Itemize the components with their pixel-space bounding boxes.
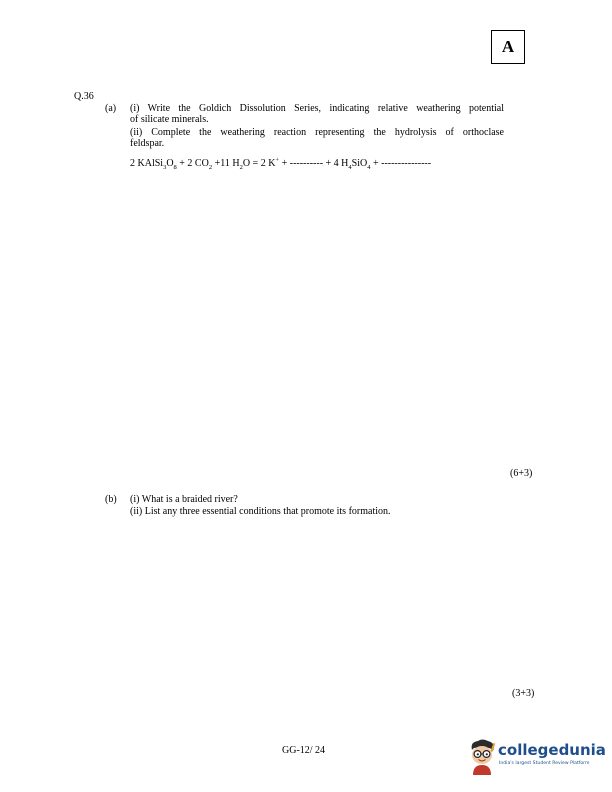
logo-tagline: India's largest Student Review Platform [499,761,590,766]
page-code: GG-12/ 24 [282,745,326,756]
part-a-ii-line1: (ii) Complete the weathering reaction representing the hydrolysis of orthoclase [130,127,504,138]
part-b-marks: (3+3) [512,688,535,699]
part-b-label: (b) [105,494,117,505]
collegedunia-logo [466,738,606,778]
part-a-i-line1: (i) Write the Goldich Dissolution Series, indicating relative weathering potential [130,103,504,114]
question-number: Q.36 [74,91,94,102]
part-a-ii-line2: feldspar. [130,138,165,149]
part-b-i-text: (i) What is a braided river? [130,494,238,505]
mascot-icon [466,738,498,776]
part-a-i-line2: of silicate minerals. [130,114,209,125]
series-code-box: A [491,30,525,64]
weathering-reaction: 2 $KAlSi_3O_8 + 2$ $CO_2 +11$ $H_2O = 2$ K+ + ---------- + 4 $H_4SiO_4$ + --------------- [130,156,432,171]
logo-name: collegedunia [498,741,606,759]
part-a-label: (a) [105,103,117,114]
part-b-ii-text: (ii) List any three essential conditions that promote its formation. [130,506,391,517]
part-a-marks: (6+3) [510,468,533,479]
